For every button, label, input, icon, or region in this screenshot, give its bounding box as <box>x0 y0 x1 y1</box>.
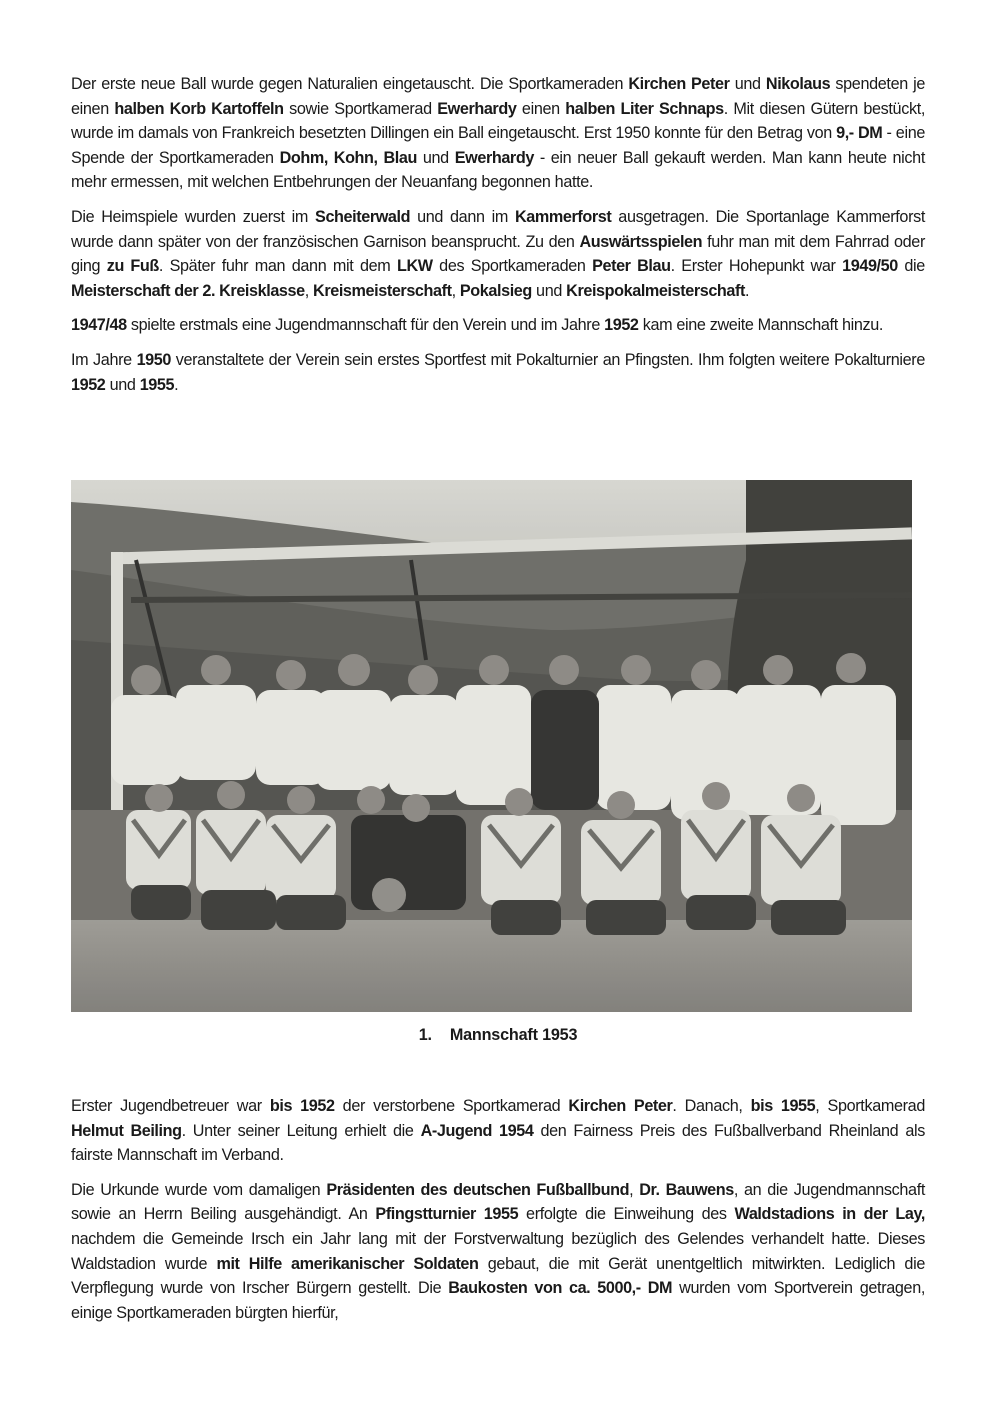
bold-text-span: Helmut Beiling <box>71 1121 182 1140</box>
text-span: . Später fuhr man dann mit dem <box>158 257 397 276</box>
bold-text-span: Waldstadions in der Lay, <box>734 1205 926 1224</box>
bold-text-span: 9,- DM <box>836 124 883 143</box>
text-span: fuhr man mit dem Fahrrad oder ging <box>71 232 925 276</box>
text-span: - eine Spende der Sportkameraden <box>71 124 925 167</box>
text-span: wurden vom Sportverein getragen, einige Sportkameraden bürgten hierfür, <box>71 1279 926 1322</box>
bold-text-span: mit Hilfe amerikanischer Soldaten <box>216 1254 479 1273</box>
bold-text-span: halben Korb Kartoffeln <box>114 99 284 118</box>
bold-text-span: Kirchen Peter <box>628 75 730 93</box>
team-photo-illustration <box>71 480 912 1012</box>
text-span: . <box>745 281 750 300</box>
text-span: . Mit diesen Gütern bestückt, wurde im damals von Frankreich besetzten Dillingen ein Ball eingetauscht. Erst 1950 konnte für den Betrag von <box>71 99 925 143</box>
paragraph-home-games <box>71 205 925 303</box>
paragraph-youth-team <box>71 313 925 338</box>
text-span: veranstaltete der Verein sein erstes Sportfest mit Pokalturnier an Pfingsten. Ihm folgten weitere Pokalturniere <box>170 350 925 369</box>
bold-text-span: Baukosten von ca. 5000,- DM <box>448 1279 673 1298</box>
paragraph-certificate-stadium <box>71 1178 925 1326</box>
bold-text-span: Pokalsieg <box>459 281 532 300</box>
text-span: Im Jahre <box>71 350 137 369</box>
bold-text-span: bis 1952 <box>269 1097 335 1115</box>
bold-text-span: Kreismeisterschaft <box>313 281 452 300</box>
text-span: spielte erstmals eine Jugendmannschaft für den Verein und im Jahre <box>126 316 605 335</box>
text-span: - ein neuer Ball gekauft werden. Man kann heute nicht mehr ermessen, mit welchen Entbehrungen der Neuanfang begonnen hatte. <box>71 148 925 192</box>
bold-text-span: Kirchen Peter <box>568 1097 673 1115</box>
text-span: Erster Jugendbetreuer war <box>71 1097 270 1115</box>
text-span: . Erster Hohepunkt war <box>670 257 843 276</box>
text-span: und <box>531 281 567 300</box>
photo-caption <box>0 1026 996 1045</box>
bold-text-span: Nikolaus <box>765 75 831 93</box>
bold-text-span: Pfingstturnier 1955 <box>375 1205 519 1224</box>
bold-text-span: LKW <box>396 257 433 276</box>
text-span: der verstorbene Sportkamerad <box>334 1097 569 1115</box>
bold-text-span: 1952 <box>604 316 639 335</box>
text-span: sowie Sportkamerad <box>283 99 438 118</box>
text-span: und <box>729 75 766 93</box>
text-span: einen <box>516 99 566 118</box>
text-span: nachdem die Gemeinde Irsch ein Jahr lang mit der Forstverwaltung bezüglich des Gelendes verhandelt hatte. Dieses Waldstadion wurde <box>71 1229 925 1273</box>
bold-text-span: zu Fuß <box>106 257 159 276</box>
paragraph-first-ball <box>71 72 925 195</box>
bold-text-span: Ewerhardy <box>437 99 517 118</box>
text-span: , an die Jugendmannschaft sowie an Herrn Beiling ausgehändigt. An <box>71 1180 926 1224</box>
text-span: . Unter seiner Leitung erhielt die <box>181 1121 421 1140</box>
text-span: Die Urkunde wurde vom damaligen <box>71 1180 327 1199</box>
bold-text-span: halben Liter Schnaps <box>565 99 724 118</box>
caption-number: 1. <box>418 1026 432 1044</box>
text-span: des Sportkameraden <box>432 257 593 276</box>
text-span: , <box>451 281 460 300</box>
bold-text-span: 1952 <box>71 375 106 394</box>
text-span: spendeten je einen <box>71 75 925 118</box>
bold-text-span: Kammerforst <box>514 207 612 226</box>
text-span: . Danach, <box>672 1097 751 1115</box>
text-span: Die Heimspiele wurden zuerst im <box>71 207 316 226</box>
bold-text-span: bis 1955 <box>750 1097 816 1115</box>
caption-text: Mannschaft 1953 <box>449 1026 578 1044</box>
bold-text-span: 1947/48 <box>71 316 127 335</box>
paragraph-youth-coach <box>71 1094 925 1168</box>
text-span: gebaut, die mit Gerät unentgeltlich mitwirkten. Lediglich die Verpflegung wurde von Irscher Bürgern gestellt. Die <box>71 1254 925 1298</box>
text-span: und <box>105 375 140 394</box>
bold-text-span: Kreispokalmeisterschaft <box>566 281 745 300</box>
text-span: , <box>304 281 314 300</box>
text-span: erfolgte die Einweihung des <box>518 1205 735 1224</box>
bold-text-span: Meisterschaft der 2. Kreisklasse <box>71 281 305 300</box>
bold-text-span: Scheiterwald <box>315 207 411 226</box>
bottom-text-block <box>71 1094 925 1335</box>
bold-text-span: Dohm, Kohn, Blau <box>279 148 417 167</box>
bold-text-span: Präsidenten des deutschen Fußballbund <box>326 1180 630 1199</box>
bold-text-span: 1950 <box>136 350 171 369</box>
bold-text-span: Ewerhardy <box>454 148 534 167</box>
paragraph-sportfest <box>71 348 925 397</box>
team-photo <box>71 480 912 1012</box>
bold-text-span: 1949/50 <box>842 257 898 276</box>
bold-text-span: 1955 <box>139 375 175 394</box>
bold-text-span: A-Jugend 1954 <box>420 1121 534 1140</box>
text-span: , Sportkamerad <box>815 1097 925 1115</box>
text-span: den Fairness Preis des Fußballverband Rheinland als fairste Mannschaft im Verband. <box>71 1121 925 1165</box>
text-span: die <box>897 257 925 276</box>
bold-text-span: Auswärtsspielen <box>579 232 703 251</box>
text-span: und <box>416 148 455 167</box>
text-span: , <box>629 1180 640 1199</box>
bold-text-span: Dr. Bauwens <box>639 1180 734 1199</box>
bold-text-span: Peter Blau <box>592 257 671 276</box>
text-span: . <box>174 375 179 394</box>
text-span: ausgetragen. Die Sportanlage Kammerforst wurde dann später von der französischen Garnison beansprucht. Zu den <box>71 207 926 251</box>
text-span: Der erste neue Ball wurde gegen Naturalien eingetauscht. Die Sportkameraden <box>71 75 629 93</box>
text-span: kam eine zweite Mannschaft hinzu. <box>638 316 884 335</box>
top-text-block <box>71 72 925 407</box>
text-span: und dann im <box>410 207 515 226</box>
